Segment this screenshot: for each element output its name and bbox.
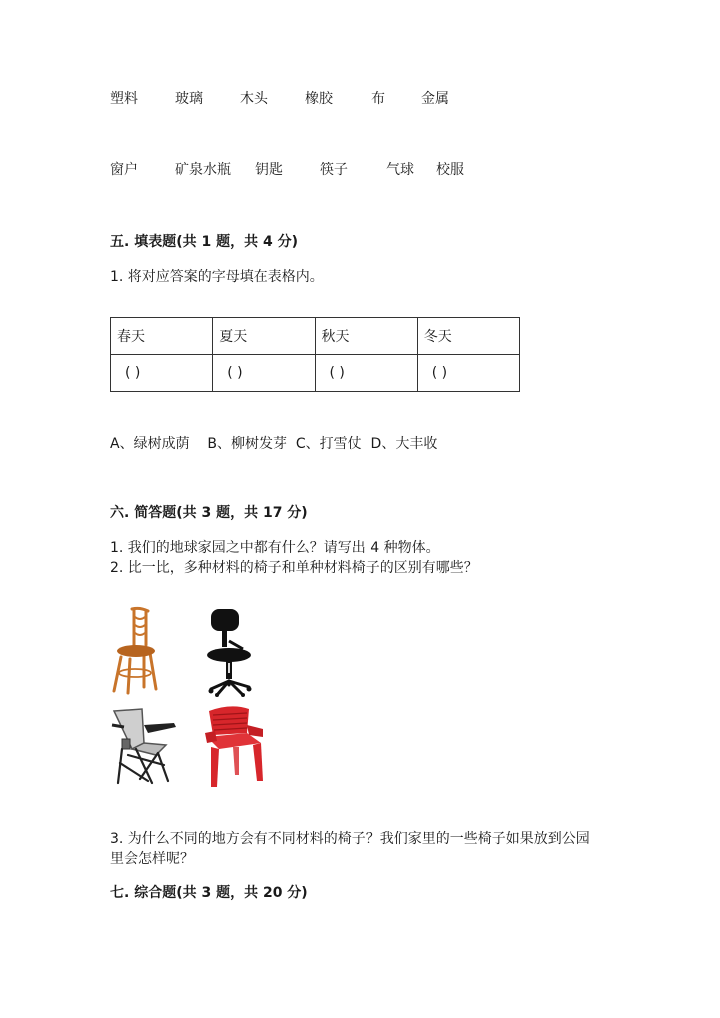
answer-blank[interactable]: ( ): [417, 355, 519, 392]
object-word: 窗户: [110, 162, 138, 178]
answer-blank[interactable]: ( ): [111, 355, 213, 392]
material-word: 橡胶: [305, 91, 333, 107]
section-7-heading: 七. 综合题(共 3 题，共 20 分): [110, 885, 308, 901]
season-header-winter: 冬天: [417, 318, 519, 355]
section-6-question-2: 2. 比一比，多种材料的椅子和单种材料椅子的区别有哪些？: [110, 560, 478, 576]
section-5-heading: 五. 填表题(共 1 题，共 4 分): [110, 234, 298, 250]
season-header-autumn: 秋天: [315, 318, 417, 355]
season-header-spring: 春天: [111, 318, 213, 355]
material-word: 金属: [421, 91, 449, 107]
season-header-summer: 夏天: [213, 318, 315, 355]
plastic-chair-image: [203, 703, 267, 789]
object-word: 气球: [386, 162, 414, 178]
material-word: 木头: [240, 91, 268, 107]
material-word: 塑料: [110, 91, 138, 107]
office-chair-image: [203, 605, 263, 697]
object-word: 矿泉水瓶: [175, 162, 231, 178]
object-word: 校服: [436, 162, 464, 178]
answer-blank[interactable]: ( ): [213, 355, 315, 392]
material-word: 玻璃: [175, 91, 203, 107]
object-word: 钥匙: [255, 162, 283, 178]
section-6-question-1: 1. 我们的地球家园之中都有什么？请写出 4 种物体。: [110, 540, 440, 556]
section-6-question-3-line-1: 3. 为什么不同的地方会有不同材料的椅子？我们家里的一些椅子如果放到公园: [110, 831, 590, 847]
section-6-question-3-line-2: 里会怎样呢？: [110, 851, 194, 867]
answer-blank[interactable]: ( ): [315, 355, 417, 392]
section-6-heading: 六. 简答题(共 3 题，共 17 分): [110, 505, 308, 521]
folding-chair-image: [108, 705, 182, 787]
answer-options: A、绿树成荫 B、柳树发芽 C、打雪仗 D、大丰收: [110, 436, 438, 452]
season-table: [110, 317, 520, 392]
section-5-question-1: 1. 将对应答案的字母填在表格内。: [110, 269, 324, 285]
material-word: 布: [371, 91, 385, 107]
object-word: 筷子: [320, 162, 348, 178]
wooden-chair-image: [108, 605, 164, 695]
